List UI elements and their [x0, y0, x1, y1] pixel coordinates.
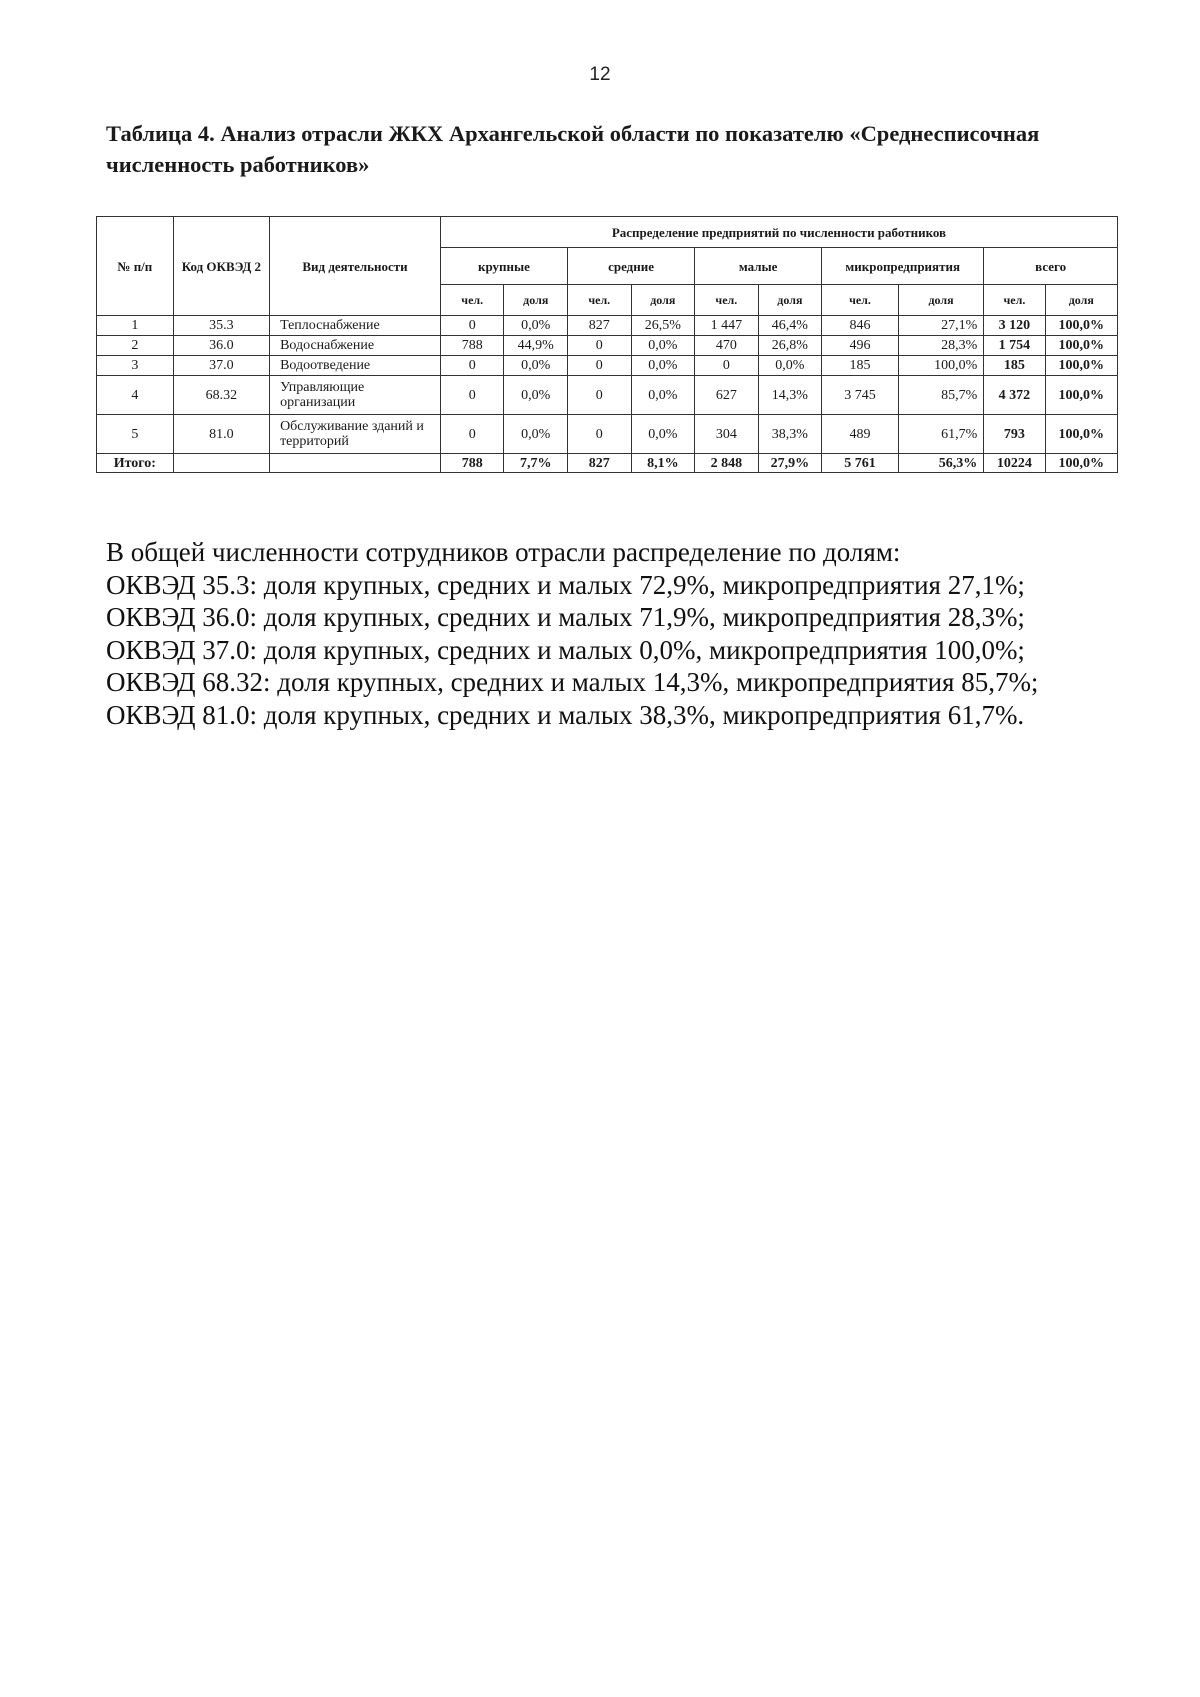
cell-num: 2 [97, 336, 174, 356]
cell-count: 496 [822, 336, 899, 356]
cell-activity: Теплоснабжение [270, 316, 441, 336]
header-share: доля [898, 285, 983, 316]
cell-code: 35.3 [173, 316, 269, 336]
cell-share: 26,5% [631, 316, 695, 336]
cell-activity: Управляющие организации [270, 376, 441, 415]
cell-activity: Обслуживание зданий и территорий [270, 415, 441, 454]
cell-count: 489 [822, 415, 899, 454]
table-row [97, 415, 1118, 454]
cell-code: 81.0 [173, 415, 269, 454]
total-label: Итого: [97, 454, 174, 473]
cell-share: 0,0% [504, 415, 568, 454]
cell-count-total: 1 754 [984, 336, 1045, 356]
header-count: чел. [822, 285, 899, 316]
cell-share: 0,0% [631, 415, 695, 454]
summary-line: ОКВЭД 81.0: доля крупных, средних и малых 38,3%, микропредприятия 61,7%. [106, 699, 1025, 730]
cell-share-total: 100,0% [1045, 336, 1117, 356]
cell-share: 100,0% [898, 356, 983, 376]
header-num: № п/п [97, 217, 174, 316]
cell-count: 0 [440, 376, 504, 415]
total-share: 56,3% [898, 454, 983, 473]
cell-share: 0,0% [504, 316, 568, 336]
cell-share-total: 100,0% [1045, 356, 1117, 376]
cell-code: 68.32 [173, 376, 269, 415]
cell-count: 0 [695, 356, 759, 376]
table-row [97, 336, 1118, 356]
cell-share: 61,7% [898, 415, 983, 454]
cell-num: 1 [97, 316, 174, 336]
total-share: 8,1% [631, 454, 695, 473]
cell-num: 3 [97, 356, 174, 376]
cell-share: 0,0% [758, 356, 822, 376]
summary-line: ОКВЭД 68.32: доля крупных, средних и малых 14,3%, микропредприятия 85,7%; [106, 667, 1039, 697]
cell-share: 0,0% [631, 336, 695, 356]
header-count: чел. [984, 285, 1045, 316]
cell-share: 14,3% [758, 376, 822, 415]
summary-intro: В общей численности сотрудников отрасли распределение по долям: [106, 537, 901, 567]
cell-count: 185 [822, 356, 899, 376]
table-row [97, 316, 1118, 336]
header-row-top [97, 217, 1118, 248]
cell-empty [270, 454, 441, 473]
header-group-medium: средние [568, 248, 695, 285]
cell-count: 827 [568, 316, 632, 336]
cell-count-total: 4 372 [984, 376, 1045, 415]
cell-share: 28,3% [898, 336, 983, 356]
cell-share: 46,4% [758, 316, 822, 336]
header-count: чел. [440, 285, 504, 316]
header-share: доля [1045, 285, 1117, 316]
cell-count: 846 [822, 316, 899, 336]
cell-share: 27,1% [898, 316, 983, 336]
cell-count-total: 3 120 [984, 316, 1045, 336]
cell-share: 0,0% [631, 356, 695, 376]
table-row [97, 376, 1118, 415]
cell-count-total: 185 [984, 356, 1045, 376]
summary-text [106, 536, 1136, 731]
cell-share: 44,9% [504, 336, 568, 356]
header-share: доля [504, 285, 568, 316]
header-group-small: малые [695, 248, 822, 285]
cell-share-total: 100,0% [1045, 316, 1117, 336]
cell-share: 38,3% [758, 415, 822, 454]
cell-count: 627 [695, 376, 759, 415]
cell-share: 0,0% [631, 376, 695, 415]
header-share: доля [758, 285, 822, 316]
header-share: доля [631, 285, 695, 316]
summary-line: ОКВЭД 35.3: доля крупных, средних и малых 72,9%, микропредприятия 27,1%; [106, 569, 1025, 600]
summary-line: ОКВЭД 37.0: доля крупных, средних и малых 0,0%, микропредприятия 100,0%; [106, 634, 1025, 665]
total-count: 5 761 [822, 454, 899, 473]
cell-count: 0 [440, 415, 504, 454]
cell-activity: Водоснабжение [270, 336, 441, 356]
cell-empty [173, 454, 269, 473]
cell-count: 0 [440, 316, 504, 336]
cell-count: 1 447 [695, 316, 759, 336]
header-group-total: всего [984, 248, 1118, 285]
header-count: чел. [568, 285, 632, 316]
cell-code: 37.0 [173, 356, 269, 376]
header-activity: Вид деятельности [270, 217, 441, 316]
summary-line: ОКВЭД 36.0: доля крупных, средних и малых 71,9%, микропредприятия 28,3%; [106, 602, 1025, 632]
cell-count: 788 [440, 336, 504, 356]
cell-share-total: 100,0% [1045, 376, 1117, 415]
page-number: 12 [589, 64, 611, 85]
cell-count: 0 [568, 376, 632, 415]
header-code: Код ОКВЭД 2 [173, 217, 269, 316]
total-share: 27,9% [758, 454, 822, 473]
cell-share: 26,8% [758, 336, 822, 356]
cell-share: 0,0% [504, 356, 568, 376]
cell-share: 0,0% [504, 376, 568, 415]
total-row [97, 454, 1118, 473]
table-row [97, 356, 1118, 376]
total-share: 100,0% [1045, 454, 1117, 473]
cell-count: 470 [695, 336, 759, 356]
header-group-large: крупные [440, 248, 567, 285]
employees-table [96, 216, 1118, 473]
cell-count: 0 [440, 356, 504, 376]
cell-num: 5 [97, 415, 174, 454]
header-group-micro: микропредприятия [822, 248, 984, 285]
total-count: 10224 [984, 454, 1045, 473]
header-count: чел. [695, 285, 759, 316]
cell-code: 36.0 [173, 336, 269, 356]
cell-count: 304 [695, 415, 759, 454]
table-caption: Таблица 4. Анализ отрасли ЖКХ Архангельской области по показателю «Среднесписочная численность работников» [106, 121, 1040, 177]
header-distribution: Распределение предприятий по численности работников [440, 217, 1117, 248]
total-count: 827 [568, 454, 632, 473]
cell-activity: Водоотведение [270, 356, 441, 376]
cell-share-total: 100,0% [1045, 415, 1117, 454]
total-share: 7,7% [504, 454, 568, 473]
cell-count-total: 793 [984, 415, 1045, 454]
cell-count: 0 [568, 356, 632, 376]
cell-count: 0 [568, 336, 632, 356]
cell-count: 3 745 [822, 376, 899, 415]
cell-num: 4 [97, 376, 174, 415]
cell-share: 85,7% [898, 376, 983, 415]
total-count: 2 848 [695, 454, 759, 473]
total-count: 788 [440, 454, 504, 473]
cell-count: 0 [568, 415, 632, 454]
